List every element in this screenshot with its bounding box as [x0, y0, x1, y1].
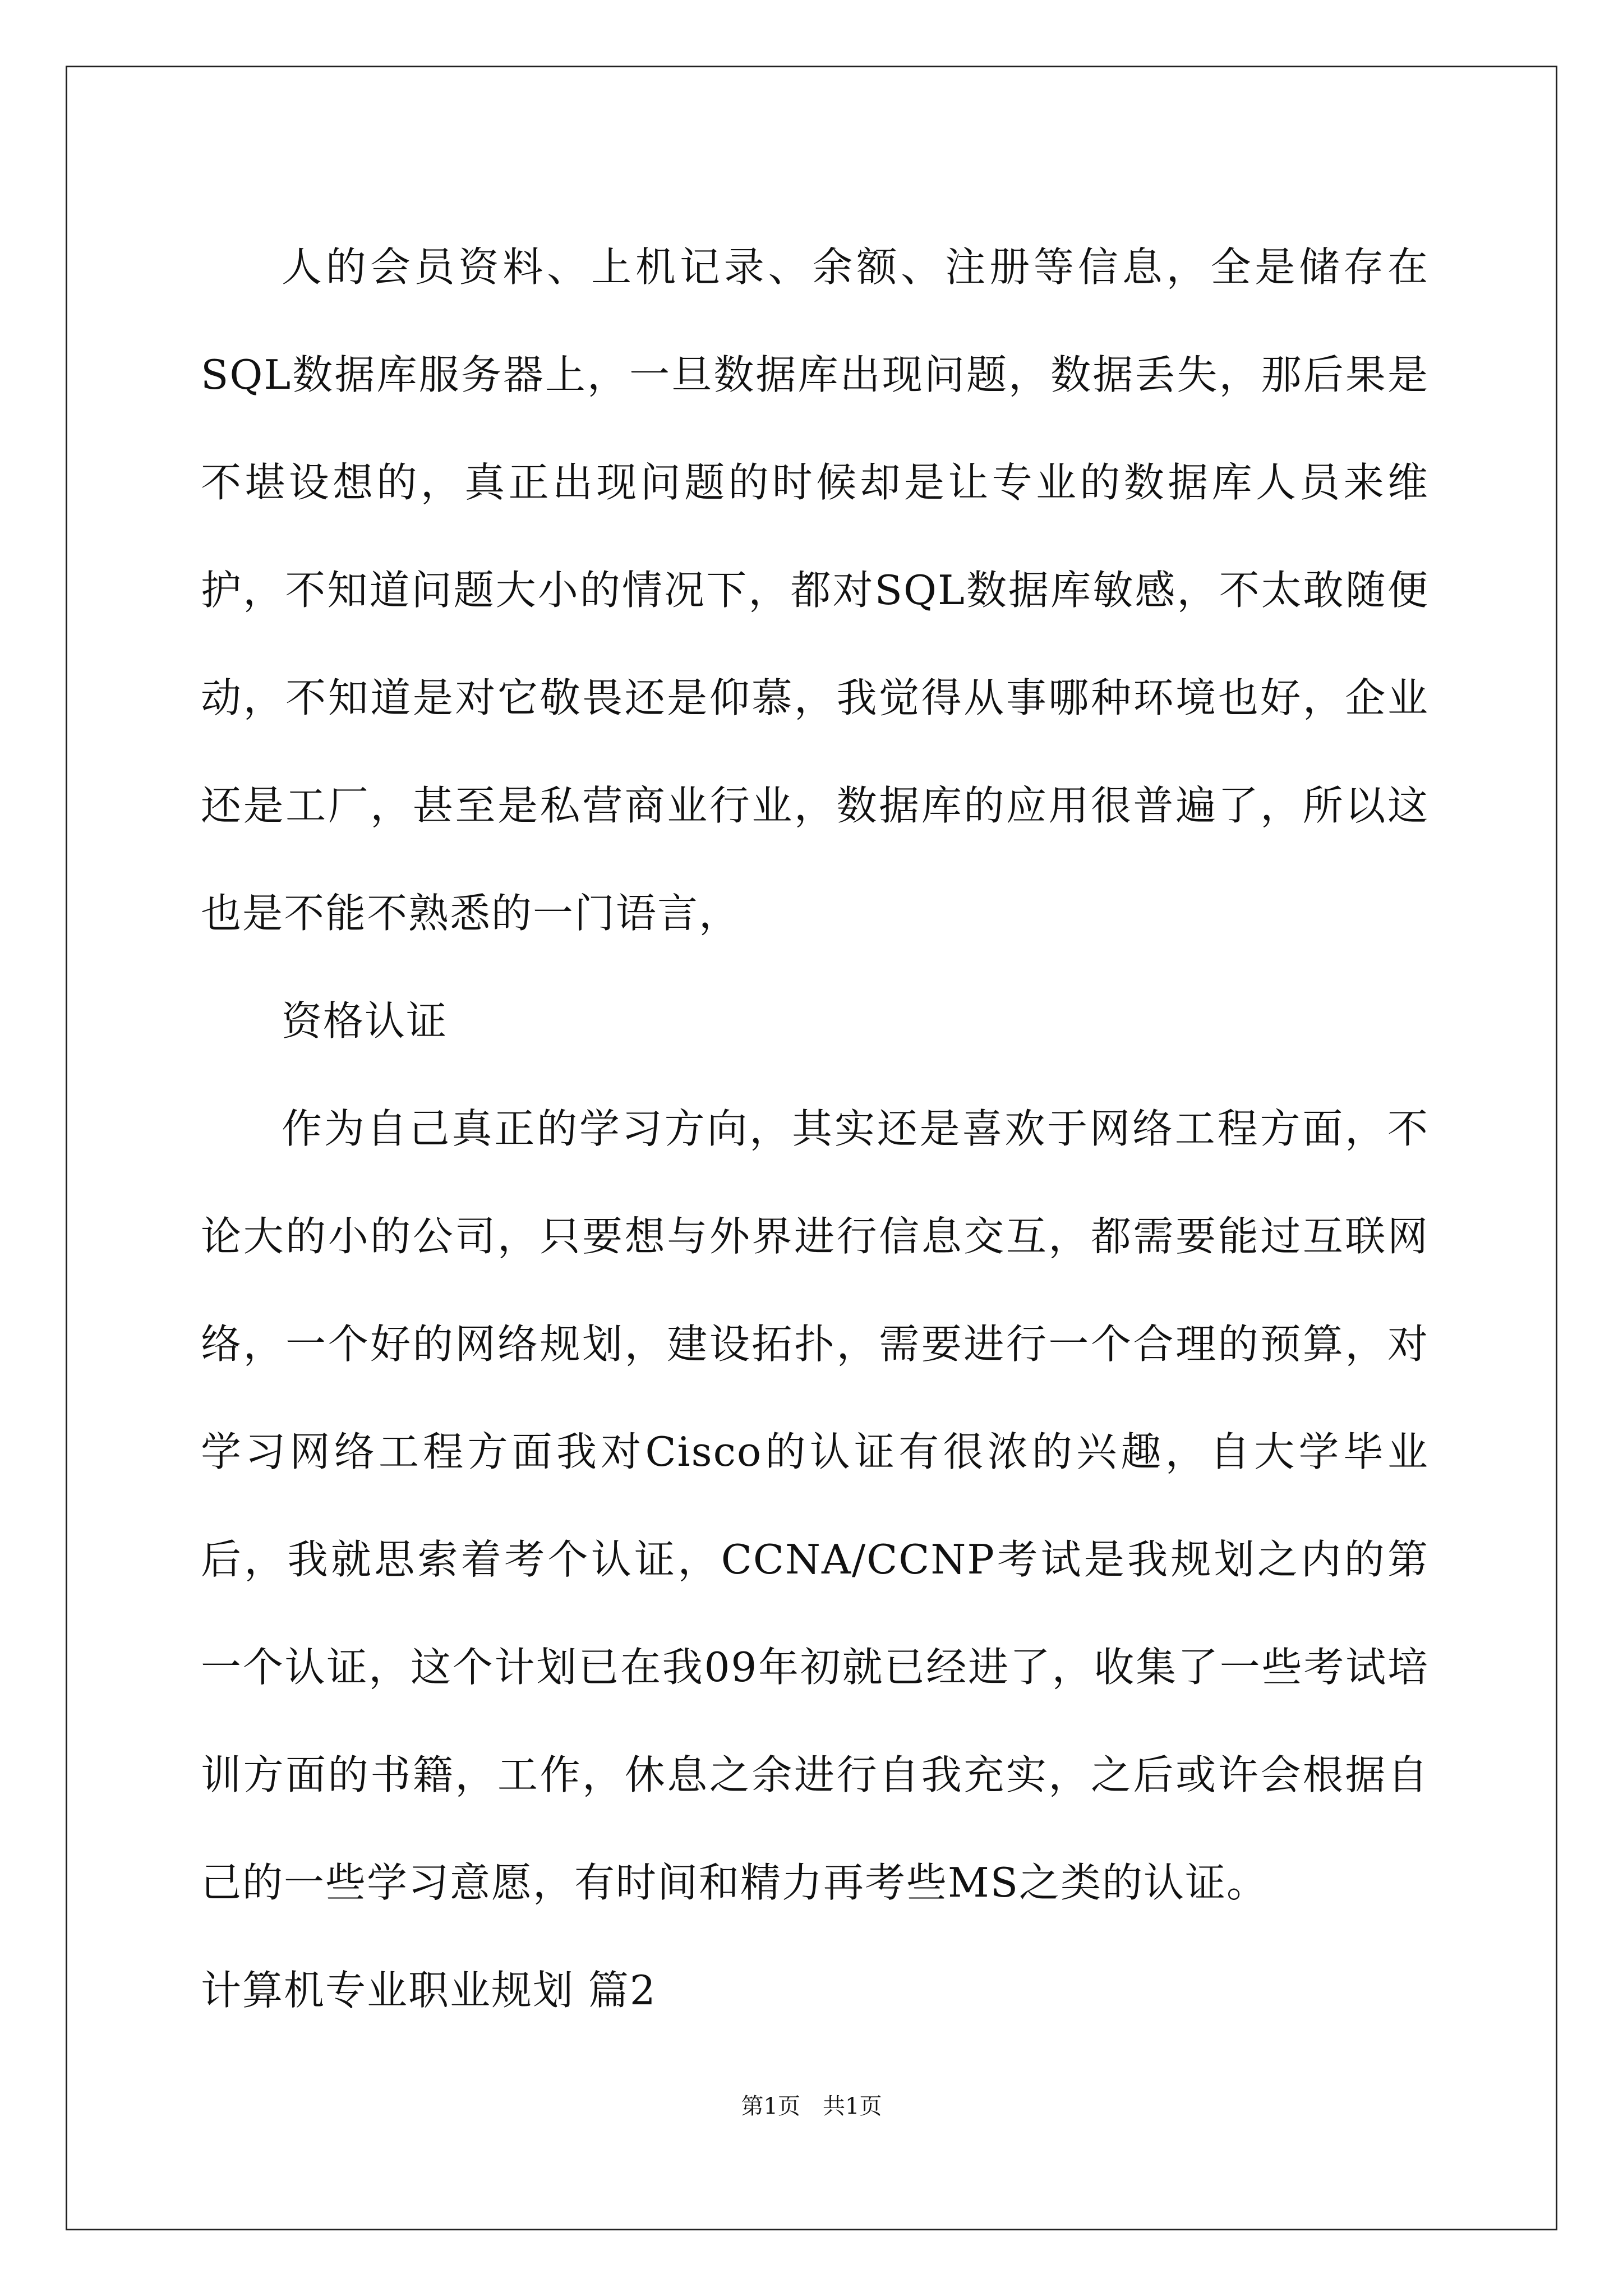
subheading-certification: 资格认证: [282, 997, 448, 1045]
section-heading: 计算机专业职业规划 篇2: [201, 1967, 657, 2014]
document-body: [201, 213, 1429, 2044]
paragraph-network-engineering: 作为自己真正的学习方向，其实还是喜欢于网络工程方面，不论大的小的公司，只要想与外界进行信息交互，都需要能过互联网络，一个好的网络规划，建设拓扑，需要进行一个合理的预算，对学习网络工程方面我对Cisco的认证有很浓的兴趣，自大学毕业后，我就思索着考个认证，CCNA/CCNP考试是我规划之内的第一个认证，这个计划已在我09年初就已经进了，收集了一些考试培训方面的书籍，工作，休息之余进行自我充实，之后或许会根据自己的一些学习意愿，有时间和精力再考些MS之类的认证。: [201, 1105, 1429, 1906]
page-footer: 第1页 共1页: [741, 2093, 882, 2119]
paragraph-database: 人的会员资料、上机记录、余额、注册等信息，全是储存在SQL数据库服务器上，一旦数据库出现问题，数据丢失，那后果是不堪设想的，真正出现问题的时候却是让专业的数据库人员来维护，不知道问题大小的情况下，都对SQL数据库敏感，不太敢随便动，不知道是对它敬畏还是仰慕，我觉得从事哪种环境也好，企业还是工厂，甚至是私营商业行业，数据库的应用很普遍了，所以这也是不能不熟悉的一门语言，: [201, 243, 1429, 937]
